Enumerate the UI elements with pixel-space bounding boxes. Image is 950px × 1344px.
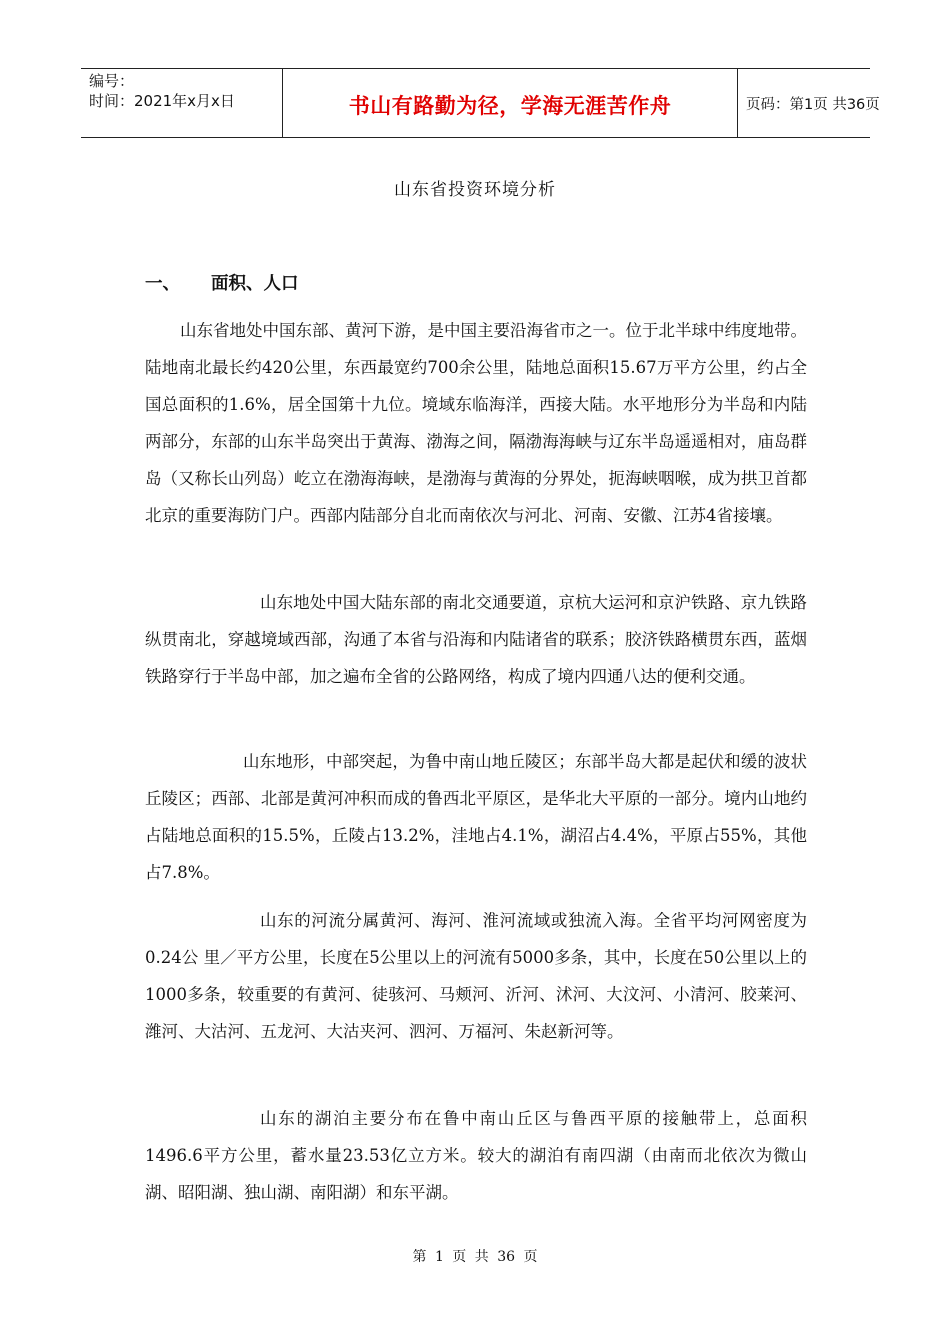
section-number: 一、 bbox=[145, 274, 180, 294]
paragraph-location: 山东省地处中国东部、黄河下游，是中国主要沿海省市之一。位于北半球中纬度地带。陆地南北最长约420公里，东西最宽约700余公里，陆地总面积15.67万平方公里，约占全国总面积的1.6%，居全国第十九位。境域东临海洋，西接大陆。水平地形分为半岛和内陆两部分，东部的山东半岛突出于黄海、渤海之间，隔渤海海峡与辽东半岛遥遥相对，庙岛群岛（又称长山列岛）屹立在渤海海峡，是渤海与黄海的分界处，扼海峡咽喉，成为拱卫首都北京的重要海防门户。西部内陆部分自北而南依次与河北、河南、安徽、江苏4省接壤。 bbox=[145, 321, 807, 525]
document-title: 山东省投资环境分析 bbox=[394, 180, 556, 200]
section-heading bbox=[145, 270, 299, 295]
document-date: 时间：2021年x月x日 bbox=[89, 92, 235, 110]
paragraph-lakes: 山东的湖泊主要分布在鲁中南山丘区与鲁西平原的接触带上，总面积1496.6平方公里，蓄水量23.53亿立方米。较大的湖泊有南四湖（由南而北依次为微山湖、昭阳湖、独山湖、南阳湖）和东平湖。 bbox=[145, 1109, 807, 1202]
paragraph-transport: 山东地处中国大陆东部的南北交通要道，京杭大运河和京沪铁路、京九铁路纵贯南北，穿越境域西部，沟通了本省与沿海和内陆诸省的联系；胶济铁路横贯东西，蓝烟铁路穿行于半岛中部，加之遍布全省的公路网络，构成了境内四通八达的便利交通。 bbox=[145, 593, 807, 686]
document-number-label: 编号： bbox=[89, 72, 135, 90]
header-motto-cell bbox=[282, 69, 738, 137]
section-title: 面积、人口 bbox=[211, 274, 299, 294]
page-header bbox=[81, 68, 880, 138]
paragraph-terrain: 山东地形，中部突起，为鲁中南山地丘陵区；东部半岛大都是起伏和缓的波状丘陵区；西部、北部是黄河冲积而成的鲁西北平原区，是华北大平原的一部分。境内山地约占陆地总面积的15.5%，丘陵占13.2%，洼地占4.1%，湖沼占4.4%，平原占55%，其他占7.8%。 bbox=[145, 752, 807, 882]
header-meta bbox=[81, 69, 282, 137]
header-page-info: 页码：第1页 共36页 bbox=[746, 97, 880, 113]
paragraph-rivers: 山东的河流分属黄河、海河、淮河流域或独流入海。全省平均河网密度为0.24公 里／平方公里，长度在5公里以上的河流有5000多条，其中，长度在50公里以上的 1000多条，较重要的有黄河、徒骇河、马颊河、沂河、沭河、大汶河、小清河、胶莱河、潍河、大沽河、五龙河、大沽夹河、泗河、万福河、朱赵新河等。 bbox=[145, 911, 807, 1041]
header-motto: 书山有路勤为径，学海无涯苦作舟 bbox=[348, 94, 672, 118]
page-footer: 第 1 页 共 36 页 bbox=[412, 1249, 538, 1265]
